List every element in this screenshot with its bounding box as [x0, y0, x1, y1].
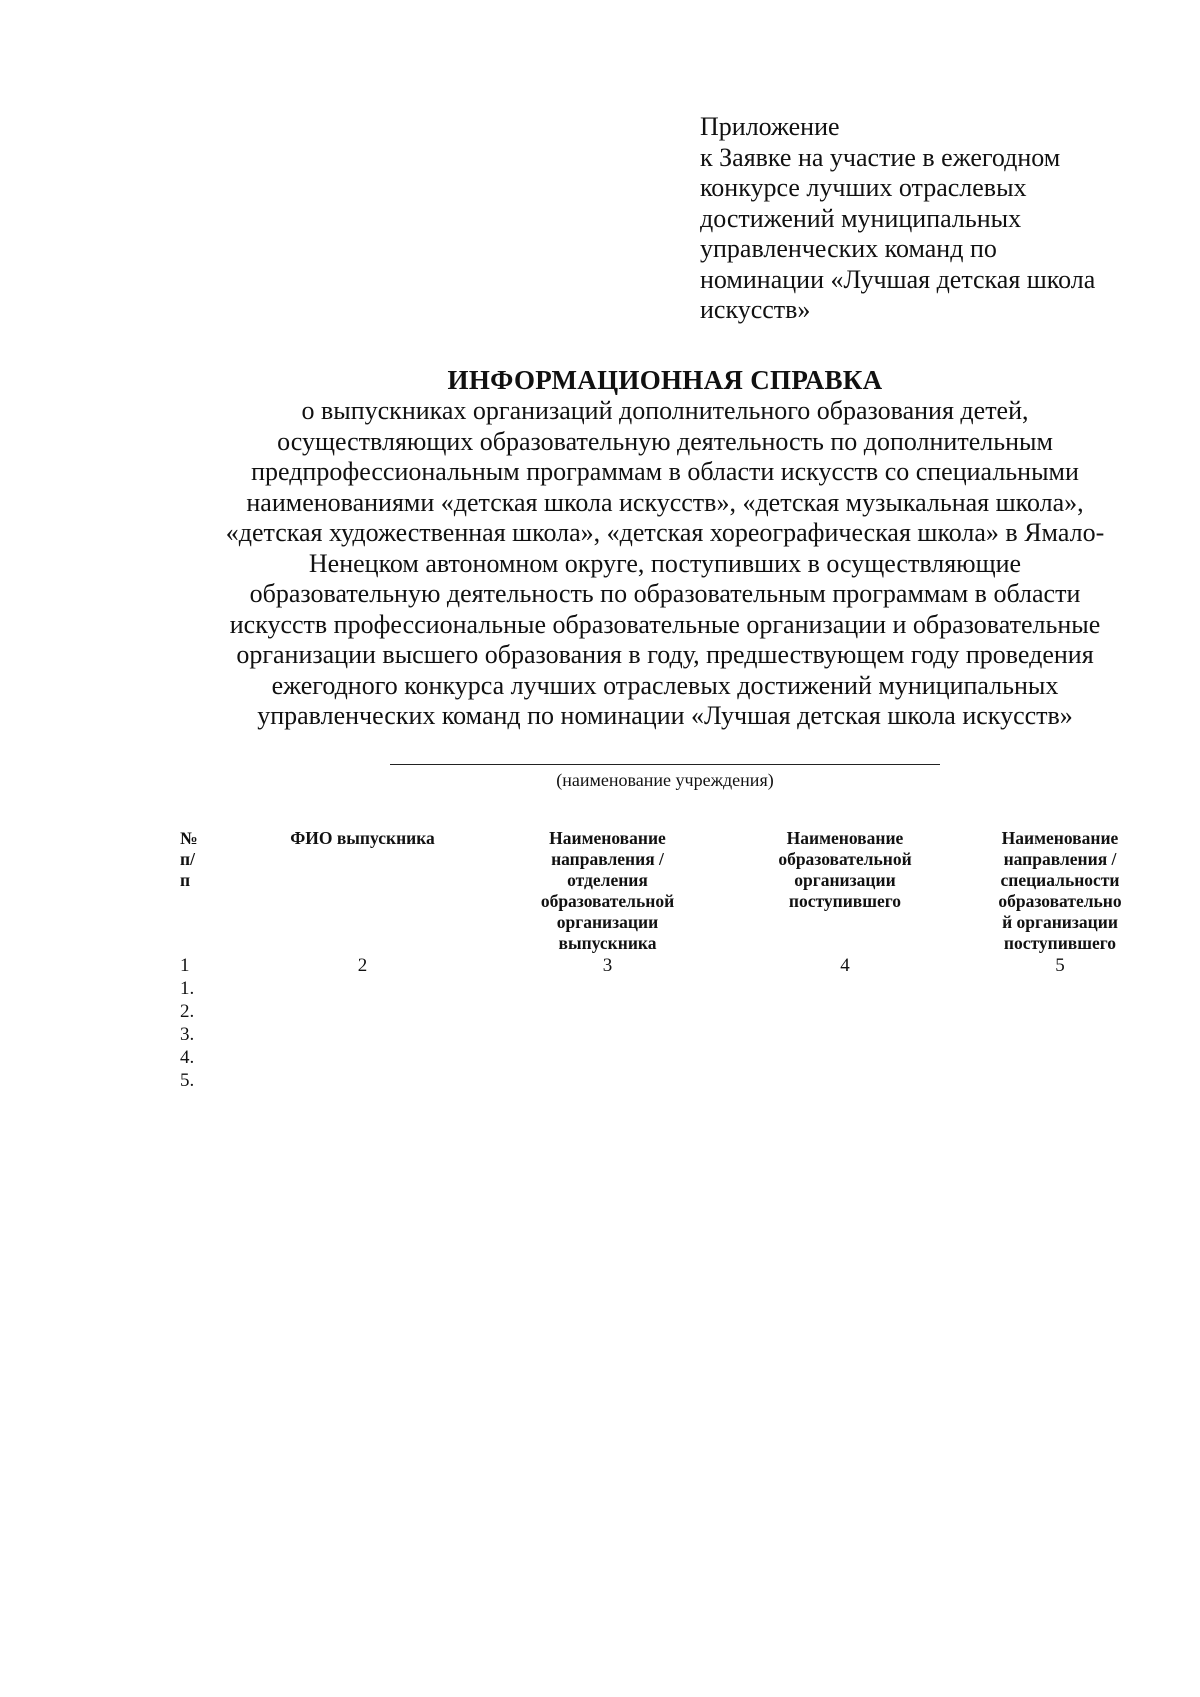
- appendix-line: к Заявке на участие в ежегодном: [700, 142, 1061, 172]
- table-cell: [485, 1069, 730, 1092]
- institution-field: [390, 764, 940, 791]
- row-number: 1.: [180, 978, 195, 999]
- column-number-row: [180, 954, 1160, 977]
- subtitle-line: управленческих команд по номинации «Лучшая детская школа искусств»: [257, 701, 1073, 730]
- header-admitted-organization: Наименование образовательной организации поступившего: [778, 828, 912, 911]
- table-cell: [240, 1023, 485, 1046]
- table-cell: [730, 1046, 960, 1069]
- table-cell: [960, 1046, 1160, 1069]
- table-cell: [960, 1023, 1160, 1046]
- table-cell: [960, 1069, 1160, 1092]
- appendix-line: искусств»: [700, 295, 811, 324]
- table-cell: [485, 1023, 730, 1046]
- subtitle-line: о выпускниках организаций дополнительного образования детей,: [301, 396, 1029, 425]
- subtitle-line: организации высшего образования в году, предшествующем году проведения: [236, 640, 1094, 669]
- table-row: [180, 1000, 1160, 1023]
- appendix-line: номинации «Лучшая детская школа: [700, 264, 1096, 294]
- column-number: 2: [357, 955, 368, 976]
- subtitle-line: Ненецком автономном округе, поступивших в осуществляющие: [308, 548, 1022, 578]
- header-graduate-name: ФИО выпускника: [290, 828, 435, 848]
- table-cell: [730, 1069, 960, 1092]
- institution-underline: [390, 764, 940, 765]
- appendix-line: Приложение: [700, 112, 840, 141]
- institution-caption: (наименование учреждения): [556, 770, 774, 790]
- table-row: [180, 1023, 1160, 1046]
- table-cell: [240, 977, 485, 1000]
- document-header: [150, 364, 1180, 732]
- subtitle-line: образовательную деятельность по образовательным программам в области: [249, 579, 1081, 608]
- subtitle-line: «детская художественная школа», «детская хореографическая школа» в Ямало-: [225, 518, 1105, 547]
- appendix-line: конкурсе лучших отраслевых: [700, 173, 1027, 202]
- table-cell: [240, 1000, 485, 1023]
- subtitle-line: осуществляющих образовательную деятельность по дополнительным: [277, 426, 1053, 456]
- subtitle-line: ежегодного конкурса лучших отраслевых достижений муниципальных: [271, 670, 1059, 700]
- column-number: 5: [1055, 955, 1065, 976]
- table-cell: [960, 977, 1160, 1000]
- row-number: 3.: [180, 1024, 195, 1045]
- subtitle-line: предпрофессиональным программам в области искусств со специальными: [251, 457, 1079, 486]
- column-number: 3: [602, 955, 613, 976]
- column-number: 4: [840, 955, 850, 976]
- table-cell: [960, 1000, 1160, 1023]
- table-cell: [485, 1046, 730, 1069]
- appendix-note: [700, 112, 1170, 326]
- row-number: 4.: [180, 1047, 195, 1068]
- header-number: № п/ п: [180, 828, 198, 890]
- subtitle-line: наименованиями «детская школа искусств», «детская музыкальная школа»,: [246, 487, 1084, 517]
- row-number: 5.: [180, 1070, 195, 1091]
- table-cell: [730, 1000, 960, 1023]
- document-title: ИНФОРМАЦИОННАЯ СПРАВКА: [447, 365, 883, 395]
- subtitle-line: искусств профессиональные образовательные организации и образовательные: [229, 609, 1101, 639]
- graduates-table: [180, 828, 1160, 1092]
- table-row: [180, 977, 1160, 1000]
- table-cell: [485, 1000, 730, 1023]
- header-graduate-department: Наименование направления / отделения образовательной организации выпускника: [540, 828, 675, 953]
- table-cell: [730, 977, 960, 1000]
- table-cell: [240, 1069, 485, 1092]
- table-cell: [240, 1046, 485, 1069]
- table-header-row: [180, 828, 1160, 954]
- appendix-line: достижений муниципальных: [700, 203, 1022, 233]
- table-row: [180, 1046, 1160, 1069]
- row-number: 2.: [180, 1001, 195, 1022]
- document-subtitle: [150, 396, 1180, 732]
- table-cell: [730, 1023, 960, 1046]
- header-admitted-specialty: Наименование направления / специальности образовательно й организации поступившего: [998, 828, 1122, 953]
- table-row: [180, 1069, 1160, 1092]
- column-number: 1: [180, 955, 190, 976]
- table-cell: [485, 977, 730, 1000]
- appendix-line: управленческих команд по: [700, 234, 997, 263]
